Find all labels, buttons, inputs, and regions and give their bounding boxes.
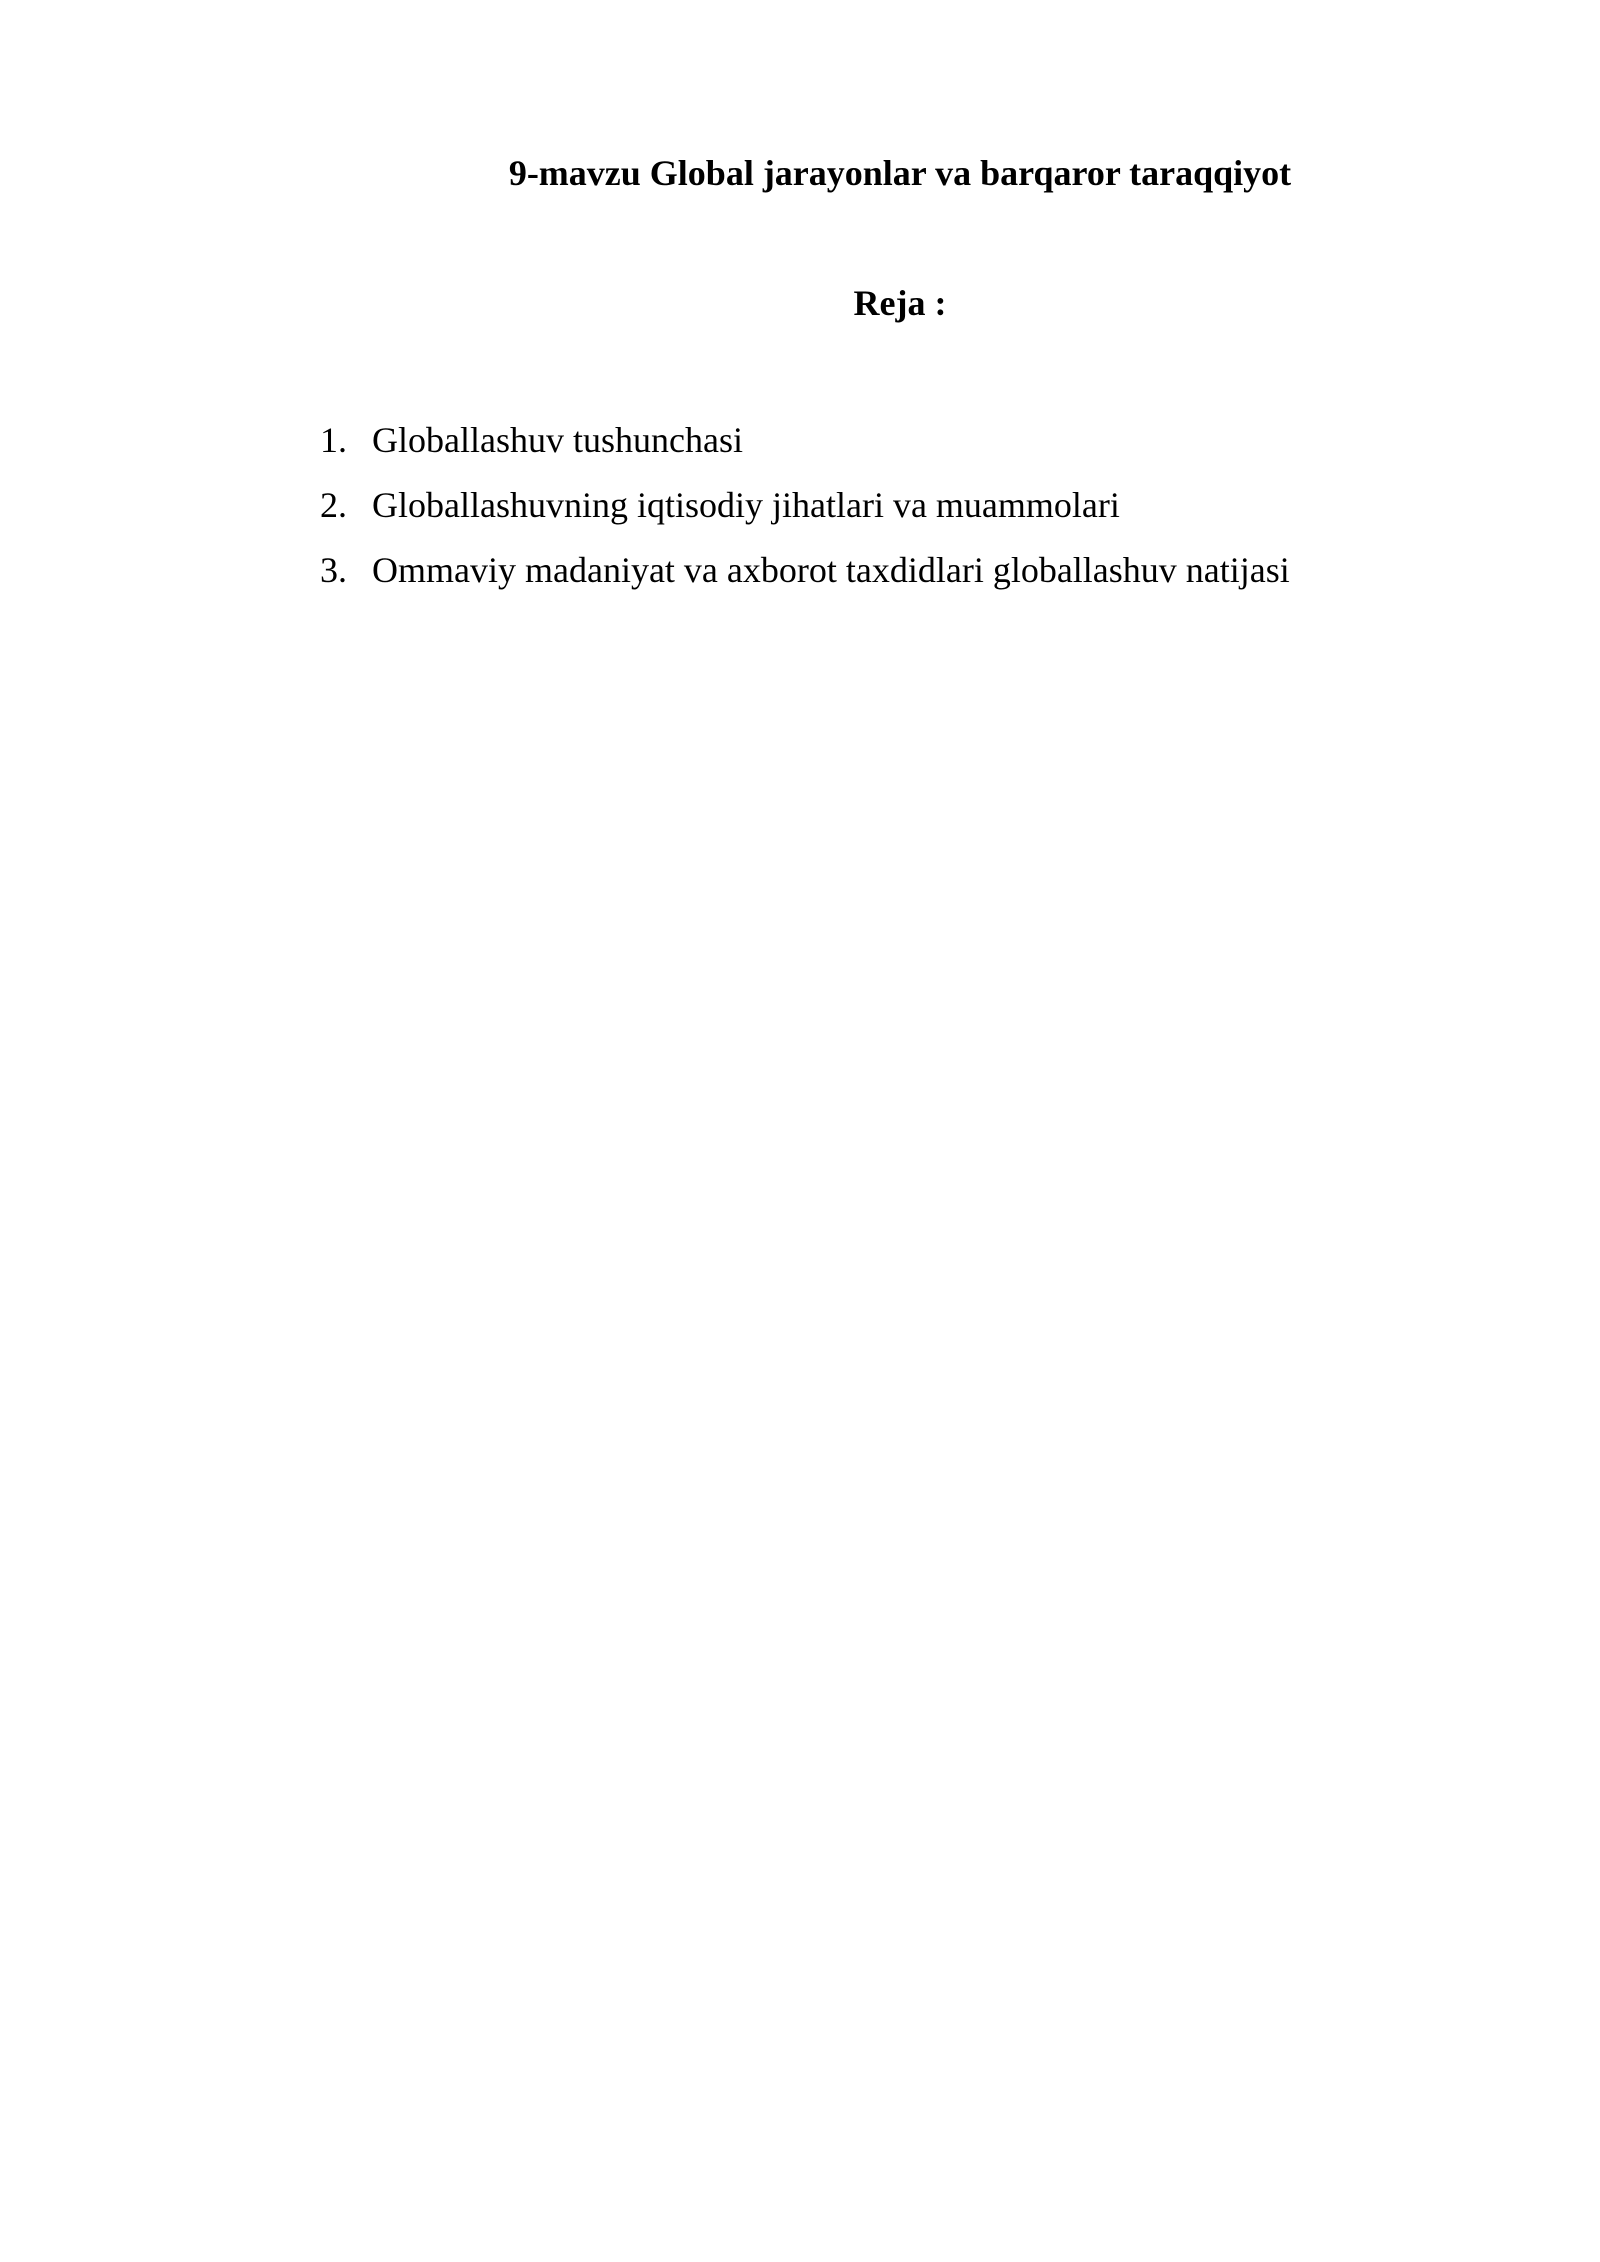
plan-item-number: 2. [320,485,347,525]
plan-item-number: 1. [320,420,347,460]
plan-item-number: 3. [320,550,347,590]
plan-heading: Reja : [853,283,947,323]
plan-item-text: Ommaviy madaniyat va axborot taxdidlari globallashuv natijasi [372,550,1290,590]
plan-item [320,408,1290,473]
plan-item-text: Globallashuv tushunchasi [372,420,743,460]
plan-list [320,408,1290,603]
plan-item-text: Globallashuvning iqtisodiy jihatlari va muammolari [372,485,1120,525]
plan-item [320,538,1290,603]
plan-item [320,473,1290,538]
document-title: 9-mavzu Global jarayonlar va barqaror taraqqiyot [508,153,1292,193]
